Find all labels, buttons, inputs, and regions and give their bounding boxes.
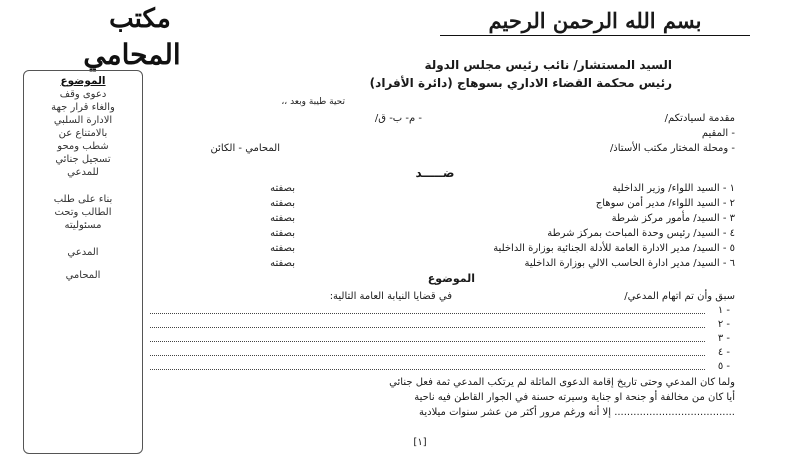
defendant-name: السيد/ رئيس وحدة المباحث بمركز شرطة [547, 228, 720, 239]
defendant-name: السيد/ مأمور مركز شرطة [611, 213, 720, 224]
sidebar-subject-line: للمدعي [67, 167, 99, 178]
sidebar-lawyer-label: المحامي [65, 270, 101, 281]
defendant-number: ٣ [729, 213, 735, 224]
subject-heading: الموضوع [427, 272, 475, 285]
sidebar-plaintiff-label: المدعي [67, 247, 99, 258]
petitioner-resident: - المقيم [701, 128, 735, 139]
defendant-row: ٢ - السيد اللواء/ مدير أمن سوهاج [595, 198, 735, 209]
dotted-line [150, 355, 705, 356]
basmala-heading: بسم الله الرحمن الرحيم [440, 8, 750, 36]
dotted-line [150, 369, 705, 370]
defendant-row: ٥ - السيد/ مدير الادارة العامة للأدلة الجنائية بوزارة الداخلية [493, 243, 735, 254]
numbered-items-block [150, 305, 730, 385]
page-number: [١] [413, 437, 427, 448]
defendant-capacity: بصفته [270, 258, 295, 269]
subject-intro-left: في قضايا النيابة العامة التالية: [329, 291, 452, 302]
office-title-line2: المحامي [83, 38, 181, 71]
sidebar-basis-line: مسئوليته [64, 220, 102, 231]
defendant-number: ١ [729, 183, 735, 194]
defendant-name: السيد/ مدير الادارة العامة للأدلة الجنائية بوزارة الداخلية [493, 243, 720, 254]
office-title-line1: مكتب [109, 4, 171, 34]
greeting: تحية طيبة وبعد ،، [281, 97, 345, 107]
item-number: - ٢ [717, 319, 730, 330]
defendant-row: ٤ - السيد/ رئيس وحدة المباحث بمركز شرطة [547, 228, 735, 239]
item-number: - ٣ [717, 333, 730, 344]
against-heading: ضـــــد [415, 166, 455, 180]
addressee-line2: رئيس محكمة القضاء الاداري بسوهاج (دائرة الأفراد) [369, 76, 672, 90]
subject-sidebar-box [23, 70, 143, 454]
defendant-capacity: بصفته [270, 228, 295, 239]
defendant-number: ٤ [729, 228, 735, 239]
defendant-name: السيد اللواء/ وزير الداخلية [612, 183, 720, 194]
defendant-name: السيد اللواء/ مدير أمن سوهاج [595, 198, 720, 209]
defendant-row: ٦ - السيد/ مدير ادارة الحاسب الالي بوزارة الداخلية [524, 258, 735, 269]
petitioner-domicile: - ومحلة المختار مكتب الأستاذ/ [609, 143, 735, 154]
item-number: - ٤ [717, 347, 730, 358]
sidebar-basis-line: بناء على طلب [53, 194, 113, 205]
sidebar-basis-line: الطالب وتحت [54, 207, 112, 218]
defendant-number: ٦ [729, 258, 735, 269]
defendant-capacity: بصفته [270, 243, 295, 254]
sidebar-subject-line: الادارة السلبي [53, 115, 113, 126]
subject-intro-right: سبق وأن تم اتهام المدعي/ [624, 291, 735, 302]
defendant-row: ٣ - السيد/ مأمور مركز شرطة [611, 213, 735, 224]
dotted-line [150, 327, 705, 328]
sidebar-subject-line: تسجيل جنائي [55, 154, 111, 165]
defendant-capacity: بصفته [270, 198, 295, 209]
petitioner-id-label: - م- ب- ق/ [374, 113, 422, 124]
defendant-name: السيد/ مدير ادارة الحاسب الالي بوزارة الداخلية [524, 258, 720, 269]
defendant-number: ٥ [729, 243, 735, 254]
sidebar-subject-line: شطب ومحو [57, 141, 109, 152]
defendant-number: ٢ [729, 198, 735, 209]
item-number: - ٥ [717, 361, 730, 372]
sidebar-heading: الموضوع [60, 75, 106, 87]
defendant-row: ١ - السيد اللواء/ وزير الداخلية [612, 183, 735, 194]
petitioner-intro: مقدمة لسيادتكم/ [664, 113, 735, 124]
defendant-capacity: بصفته [270, 213, 295, 224]
sidebar-subject-line: والغاء قرار جهة [51, 102, 115, 113]
item-number: - ١ [717, 305, 730, 316]
addressee-line1: السيد المستشار/ نائب رئيس مجلس الدولة [424, 58, 672, 72]
defendant-capacity: بصفته [270, 183, 295, 194]
sidebar-subject-line: بالامتناع عن [58, 128, 108, 139]
dotted-line [150, 313, 705, 314]
body-paragraph-line3: ...................................... إلا أنه ورغم مرور أكثر من عشر سنوات ميلادية [418, 407, 735, 418]
petitioner-lawyer-address: المحامي - الكائن [210, 143, 280, 154]
sidebar-subject-line: دعوى وقف [59, 89, 107, 100]
dotted-line [150, 341, 705, 342]
body-paragraph-line1: ولما كان المدعي وحتى تاريخ إقامة الدعوى الماثلة لم يرتكب المدعي ثمة فعل جنائي [389, 377, 735, 388]
body-paragraph-line2: أيا كان من مخالفة أو جنحة او جناية وسيرته حسنة في الجوار القاطن فيه ناحية [414, 392, 735, 403]
